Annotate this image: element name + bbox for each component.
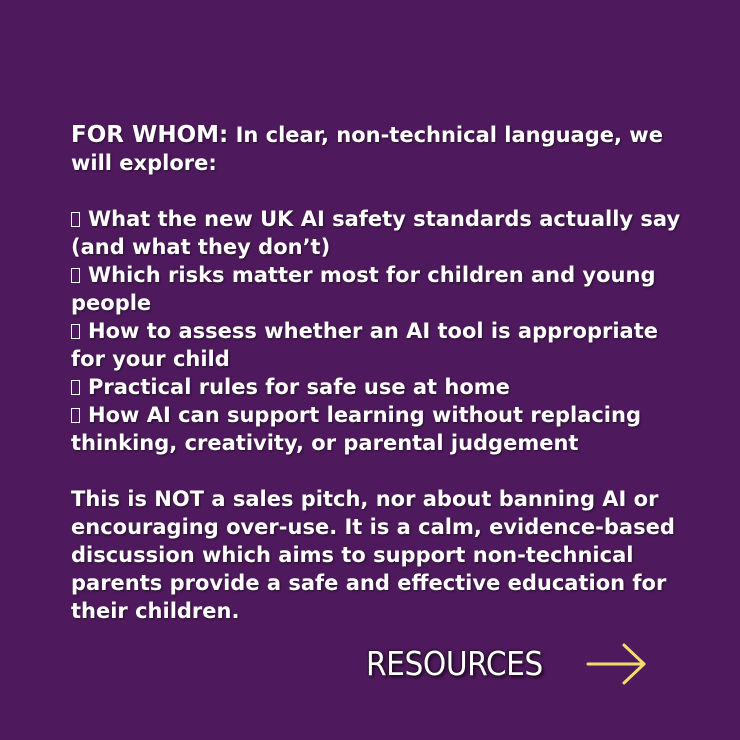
missing-glyph-icon: [71, 212, 80, 227]
spacer: [71, 177, 691, 205]
list-item-text: Which risks matter most for children and young people: [71, 263, 656, 315]
list-item-text: What the new UK AI safety standards actually say (and what they don’t): [71, 207, 681, 259]
spacer: [71, 457, 691, 485]
list-item: [71, 205, 691, 261]
resources-link[interactable]: [366, 640, 562, 688]
closing-paragraph: This is NOT a sales pitch, nor about banning AI or encouraging over-use. It is a calm, evidence-based discussion which aims to support non-technical parents provide a safe and effective education for their children.: [71, 487, 675, 623]
intro-heading: FOR WHOM:: [71, 122, 229, 148]
missing-glyph-icon: [71, 324, 80, 339]
list-item: [71, 401, 691, 457]
missing-glyph-icon: [71, 380, 80, 395]
intro-text: In clear, non-technical language, we will explore:: [71, 123, 663, 175]
arrow-right-icon[interactable]: [586, 640, 648, 688]
list-item-text: Practical rules for safe use at home: [88, 375, 510, 399]
list-item: [71, 317, 691, 373]
list-item-text: How to assess whether an AI tool is appropriate for your child: [71, 319, 658, 371]
missing-glyph-icon: [71, 408, 80, 423]
missing-glyph-icon: [71, 268, 80, 283]
list-item-text: How AI can support learning without replacing thinking, creativity, or parental judgement: [71, 403, 641, 455]
intro-paragraph: [71, 121, 691, 177]
bullet-list: [71, 205, 691, 457]
main-text-block: [71, 121, 691, 625]
resources-label[interactable]: RESOURCES: [366, 644, 543, 683]
list-item: [71, 373, 691, 401]
list-item: [71, 261, 691, 317]
